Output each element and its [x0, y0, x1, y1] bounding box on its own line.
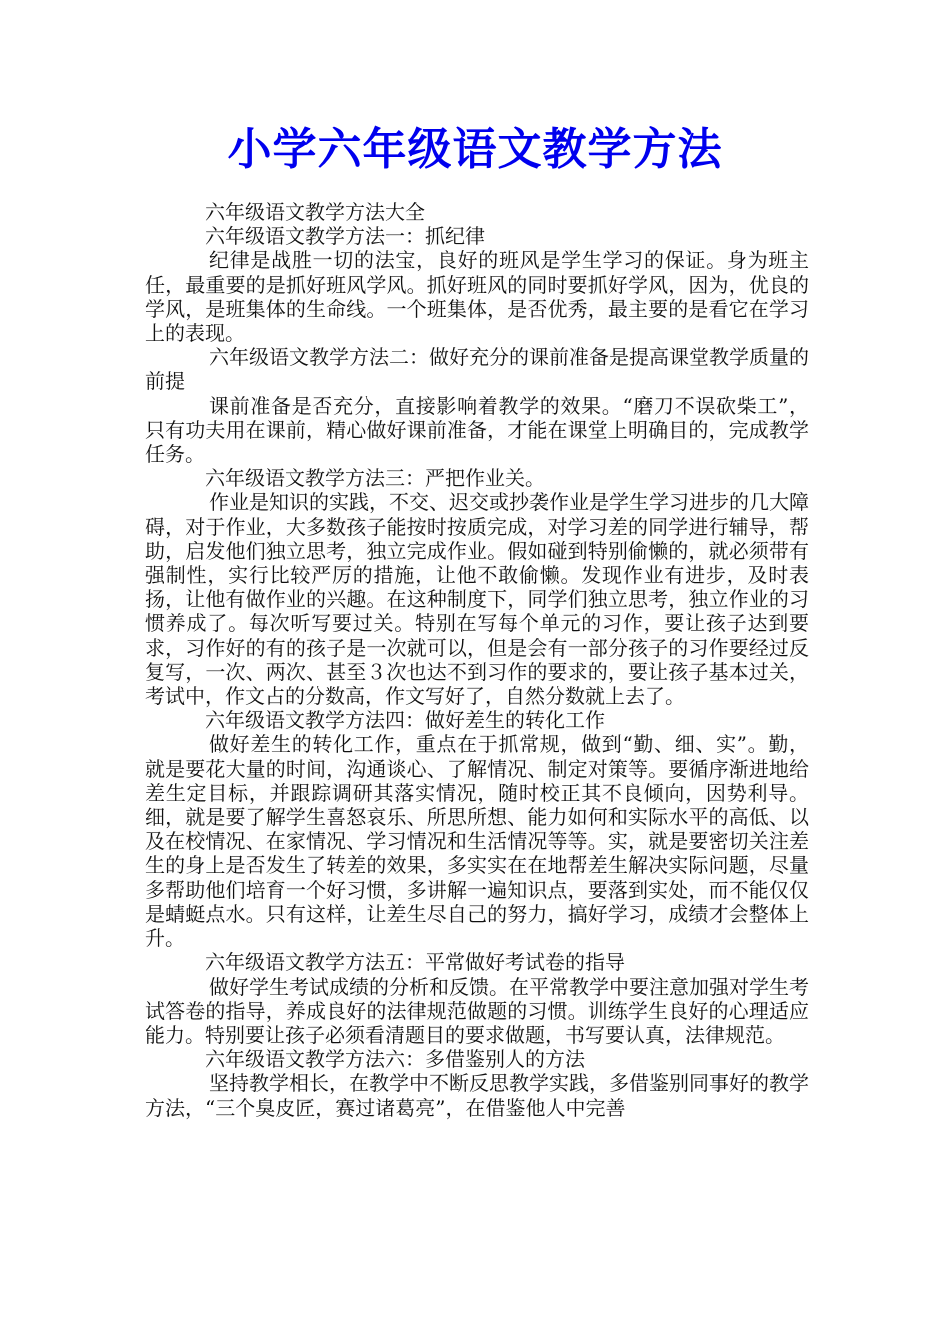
- paragraph-text: 做好学生考试成绩的分析和反馈。在平常教学中要注意加强对学生考试答卷的指导，养成良好的法律规范做题的习惯。训练学生良好的心理适应能力。特别要让孩子必须看清题目的要求做题，书写要认真，法律规范。: [145, 974, 809, 1047]
- paragraph-heading: 六年级语文教学方法一：抓纪律: [205, 224, 485, 249]
- paragraph-heading: 六年级语文教学方法三：严把作业关。: [205, 466, 545, 491]
- paragraph-text: 坚持教学相长，在教学中不断反思教学实践，多借鉴别同事好的教学方法，“三个臭皮匠，赛过诸葛亮”，在借鉴他人中完善: [145, 1071, 809, 1120]
- paragraph-text: 课前准备是否充分，直接影响着教学的效果。“磨刀不误砍柴工”，只有功夫用在课前，精心做好课前准备，才能在课堂上明确目的，完成教学任务。: [145, 393, 809, 467]
- paragraph-heading: 六年级语文教学方法二：做好充分的课前准备是提高课堂教学质量的前提: [145, 345, 809, 394]
- document-body: [145, 200, 809, 1120]
- paragraph-heading: 六年级语文教学方法大全: [205, 200, 425, 224]
- paragraph-text: 作业是知识的实践，不交、迟交或抄袭作业是学生学习进步的几大障碍，对于作业，大多数孩子能按时按质完成，对学习差的同学进行辅导，帮助，启发他们独立思考，独立完成作业。假如碰到特别偷懒的，就必须带有强制性，实行比较严厉的措施，让他不敢偷懒。发现作业有进步，及时表扬，让他有做作业的兴趣。在这种制度下，同学们独立思考，独立作业的习惯养成了。每次听写要过关。特别在写每个单元的习作，要让孩子达到要求，习作好的有的孩子是一次就可以，但是会有一部分孩子的习作要经过反复写，一次、两次、甚至３次也达不到习作的要求的，要让孩子基本过关，考试中，作文占的分数高，作文写好了，自然分数就上去了。: [145, 490, 809, 709]
- paragraph-heading: 六年级语文教学方法五：平常做好考试卷的指导: [205, 950, 625, 975]
- paragraph-heading: 六年级语文教学方法六：多借鉴别人的方法: [205, 1047, 585, 1072]
- paragraph-heading: 六年级语文教学方法四：做好差生的转化工作: [205, 708, 605, 733]
- paragraph-text: 做好差生的转化工作，重点在于抓常规，做到“勤、细、实”。勤，就是要花大量的时间，沟通谈心、了解情况、制定对策等。要循序渐进地给差生定目标，并跟踪调研其落实情况，随时校正其不良倾向，因势利导。细，就是要了解学生喜怒哀乐、所思所想、能力如何和实际水平的高低、以及在校情况、在家情况、学习情况和生活情况等等。实，就是要密切关注差生的身上是否发生了转差的效果，多实实在在地帮差生解决实际问题，尽量多帮助他们培育一个好习惯，多讲解一遍知识点，要落到实处，而不能仅仅是蜻蜓点水。只有这样，让差生尽自己的努力，搞好学习，成绩才会整体上升。: [145, 732, 809, 951]
- paragraph-text: 纪律是战胜一切的法宝，良好的班风是学生学习的保证。身为班主任，最重要的是抓好班风学风。抓好班风的同时要抓好学风，因为，优良的学风，是班集体的生命线。一个班集体，是否优秀，最主要的是看它在学习上的表现。: [145, 248, 809, 346]
- document-title: 小学六年级语文教学方法: [227, 124, 723, 175]
